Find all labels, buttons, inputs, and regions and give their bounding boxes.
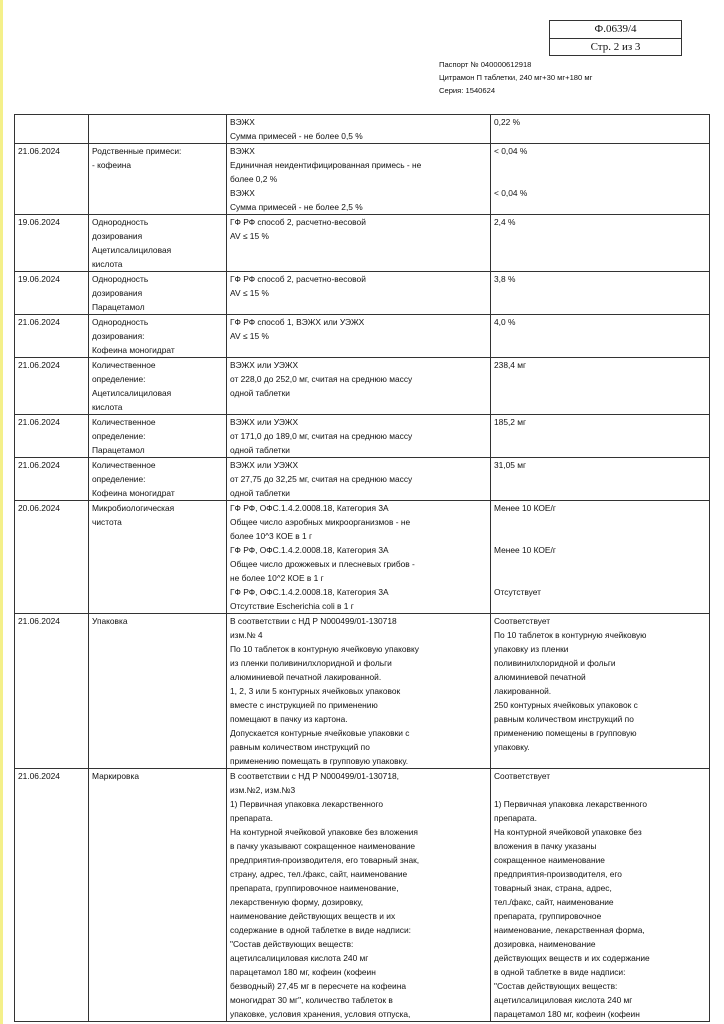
- test-name: Упаковка: [89, 614, 227, 769]
- test-date: [15, 115, 89, 144]
- test-method: ВЭЖХ или УЭЖХ от 228,0 до 252,0 мг, считая на среднюю массу одной таблетки: [227, 358, 491, 415]
- test-result: 238,4 мг: [491, 358, 710, 415]
- test-name: Однородность дозирования Ацетилсалициловая кислота: [89, 215, 227, 272]
- test-results-table: [14, 114, 710, 1022]
- test-name: Количественное определение: Ацетилсалициловая кислота: [89, 358, 227, 415]
- test-date: 21.06.2024: [15, 614, 89, 769]
- table-row: [15, 769, 710, 1022]
- test-name: Микробиологическая чистота: [89, 501, 227, 614]
- test-name: Маркировка: [89, 769, 227, 1022]
- test-result: < 0,04 % < 0,04 %: [491, 144, 710, 215]
- test-result: Соответствует По 10 таблеток в контурную ячейковую упаковку из пленки поливинилхлоридной и фольги алюминиевой печатной лакированной. 250 контурных ячейковых упаковок с равным количеством инструкций по применению помещены в групповую упаковку.: [491, 614, 710, 769]
- test-name: Количественное определение: Парацетамол: [89, 415, 227, 458]
- test-date: 21.06.2024: [15, 315, 89, 358]
- passport-number: Паспорт № 040000612918: [439, 60, 532, 69]
- test-result: 2,4 %: [491, 215, 710, 272]
- test-date: 21.06.2024: [15, 144, 89, 215]
- test-name: Однородность дозирования Парацетамол: [89, 272, 227, 315]
- test-result: 4,0 %: [491, 315, 710, 358]
- scan-edge-strip: [0, 0, 3, 1024]
- test-method: В соответствии с НД Р N000499/01-130718, изм.№2, изм.№3 1) Первичная упаковка лекарственного препарата. На контурной ячейковой упаковке без вложения в пачку указывают сокращенное наименование предприятия-производителя, его товарный знак, страну, адрес, тел./факс, сайт, наименование препарата, группировочное наименование, лекарственную форму, дозировку, наименование действующих веществ и их содержание в одной таблетке в виде надписи: "Состав действующих веществ: ацетилсалициловая кислота 240 мг парацетамол 180 мг, кофеин (кофеин безводный) 27,45 мг в пересчете на кофеина моногидрат 30 мг", количество таблеток в упаковке, условия хранения, условия отпуска,: [227, 769, 491, 1022]
- series-number: Серия: 1540624: [439, 86, 496, 95]
- table-row: [15, 501, 710, 614]
- test-method: ГФ РФ, ОФС.1.4.2.0008.18, Категория 3А Общее число аэробных микроорганизмов - не более 10^3 КОЕ в 1 г ГФ РФ, ОФС.1.4.2.0008.18, Категория 3А Общее число дрожжевых и плесневых грибов - не более 10^2 КОЕ в 1 г ГФ РФ, ОФС.1.4.2.0008.18, Категория 3А Отсутствие Escherichia coli в 1 г: [227, 501, 491, 614]
- test-result: 31,05 мг: [491, 458, 710, 501]
- test-method: В соответствии с НД Р N000499/01-130718 изм.№ 4 По 10 таблеток в контурную ячейковую упаковку из пленки поливинилхлоридной и фольги алюминиевой печатной лакированной. 1, 2, 3 или 5 контурных ячейковых упаковок вместе с инструкцией по применению помещают в пачку из картона. Допускается контурные ячейковые упаковки с равным количеством инструкций по применению помещать в групповую упаковку.: [227, 614, 491, 769]
- test-result: 0,22 %: [491, 115, 710, 144]
- table-row: [15, 115, 710, 144]
- table-row: [15, 315, 710, 358]
- table-row: [15, 144, 710, 215]
- test-result: Соответствует 1) Первичная упаковка лекарственного препарата. На контурной ячейковой упаковке без вложения в пачку указаны сокращенное наименование предприятия-производителя, его товарный знак, страна, адрес, тел./факс, сайт, наименование препарата, группировочное наименование, лекарственная форма, дозировка, наименование действующих веществ и их содержание в одной таблетке в виде надписи: "Состав действующих веществ: ацетилсалициловая кислота 240 мг парацетамол 180 мг, кофеин (кофеин: [491, 769, 710, 1022]
- test-name: Однородность дозирования: Кофеина моногидрат: [89, 315, 227, 358]
- passport-header: [439, 58, 592, 97]
- test-date: 19.06.2024: [15, 272, 89, 315]
- test-name: Количественное определение: Кофеина моногидрат: [89, 458, 227, 501]
- test-date: 20.06.2024: [15, 501, 89, 614]
- test-date: 19.06.2024: [15, 215, 89, 272]
- test-result: 185,2 мг: [491, 415, 710, 458]
- table-row: [15, 358, 710, 415]
- test-method: ВЭЖХ или УЭЖХ от 171,0 до 189,0 мг, считая на среднюю массу одной таблетки: [227, 415, 491, 458]
- form-code-box: [549, 20, 682, 56]
- test-name: [89, 115, 227, 144]
- test-name: Родственные примеси: - кофеина: [89, 144, 227, 215]
- test-result: Менее 10 КОЕ/г Менее 10 КОЕ/г Отсутствует: [491, 501, 710, 614]
- test-result: 3,8 %: [491, 272, 710, 315]
- table-row: [15, 215, 710, 272]
- test-method: ГФ РФ способ 2, расчетно-весовой AV ≤ 15 %: [227, 215, 491, 272]
- test-method: ВЭЖХ Единичная неидентифицированная примесь - не более 0,2 % ВЭЖХ Сумма примесей - не более 2,5 %: [227, 144, 491, 215]
- table-row: [15, 614, 710, 769]
- table-row: [15, 415, 710, 458]
- form-code: Ф.0639/4: [550, 21, 681, 39]
- product-name: Цитрамон П таблетки, 240 мг+30 мг+180 мг: [439, 73, 593, 82]
- test-date: 21.06.2024: [15, 358, 89, 415]
- test-date: 21.06.2024: [15, 769, 89, 1022]
- test-method: ВЭЖХ или УЭЖХ от 27,75 до 32,25 мг, считая на среднюю массу одной таблетки: [227, 458, 491, 501]
- table-row: [15, 272, 710, 315]
- test-date: 21.06.2024: [15, 415, 89, 458]
- test-method: ГФ РФ способ 2, расчетно-весовой AV ≤ 15 %: [227, 272, 491, 315]
- test-date: 21.06.2024: [15, 458, 89, 501]
- test-method: ГФ РФ способ 1, ВЭЖХ или УЭЖХ AV ≤ 15 %: [227, 315, 491, 358]
- test-method: ВЭЖХ Сумма примесей - не более 0,5 %: [227, 115, 491, 144]
- table-row: [15, 458, 710, 501]
- page-number: Стр. 2 из 3: [590, 41, 641, 53]
